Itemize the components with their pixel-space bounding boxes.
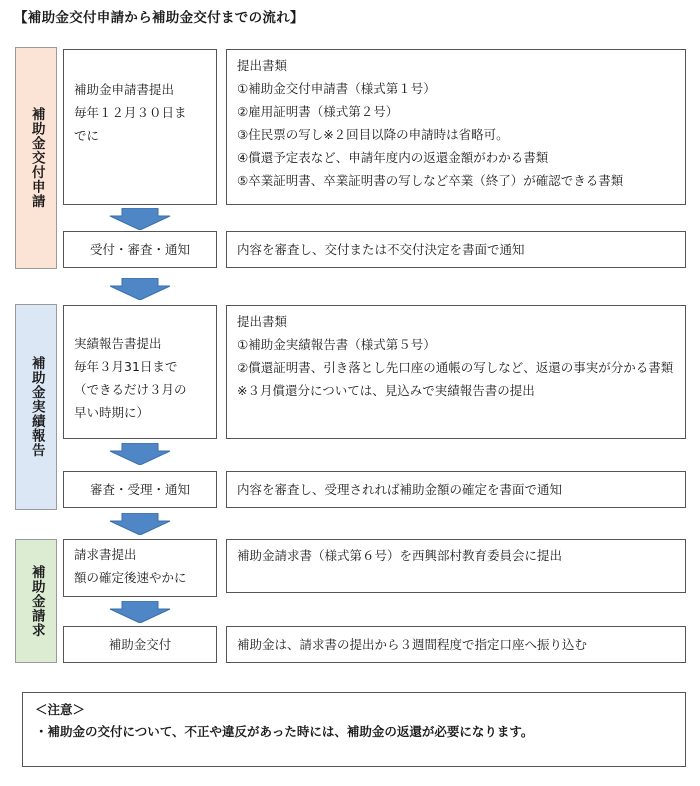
document-item: ⑤卒業証明書、卒業証明書の写しなど卒業（終了）が確認できる書類 bbox=[237, 173, 624, 188]
page-title: 【補助金交付申請から補助金交付までの流れ】 bbox=[14, 10, 304, 26]
report-documents-box bbox=[226, 305, 686, 439]
review-detail-box bbox=[226, 231, 686, 268]
stage-report bbox=[15, 304, 57, 510]
flow-arrow-icon bbox=[108, 513, 172, 535]
application-documents-box bbox=[226, 49, 686, 205]
notice-heading: ＜注意＞ bbox=[35, 702, 86, 717]
notice-text: ・補助金の交付について、不正や違反があった時には、補助金の返還が必要になります。 bbox=[35, 724, 534, 739]
payment-step-box bbox=[63, 626, 217, 663]
document-note: ※３月償還分については、見込みで実績報告書の提出 bbox=[237, 383, 535, 398]
claim-step-line: 額の確定後速やかに bbox=[74, 570, 187, 585]
documents-heading: 提出書類 bbox=[237, 314, 288, 329]
payment-detail-box bbox=[226, 626, 686, 663]
document-item: ①補助金実績報告書（様式第５号） bbox=[237, 337, 436, 352]
stage-application-label: 補助金交付申請 bbox=[28, 107, 45, 209]
review-detail-text: 内容を審査し、交付または不交付決定を書面で通知 bbox=[237, 242, 525, 257]
application-step-line: でに bbox=[74, 128, 100, 143]
payment-step-label: 補助金交付 bbox=[108, 637, 172, 652]
review-detail-box bbox=[226, 471, 686, 508]
review-step-label: 受付・審査・通知 bbox=[89, 242, 190, 257]
notice-box bbox=[22, 692, 686, 767]
claim-detail-text: 補助金請求書（様式第６号）を西興部村教育委員会に提出 bbox=[237, 548, 563, 563]
stage-claim bbox=[15, 539, 57, 663]
stage-claim-label: 補助金請求 bbox=[28, 564, 45, 638]
payment-detail-text: 補助金は、請求書の提出から３週間程度で指定口座へ振り込む bbox=[237, 637, 588, 652]
report-step-line: 実績報告書提出 bbox=[74, 336, 162, 351]
stage-application bbox=[15, 47, 57, 269]
document-item: ②雇用証明書（様式第２号） bbox=[237, 104, 399, 119]
review-step-box bbox=[63, 231, 217, 268]
document-item: ②償還証明書、引き落とし先口座の通帳の写しなど、返還の事実が分かる書類 bbox=[237, 360, 674, 375]
application-step-box bbox=[63, 49, 217, 205]
report-step-line: 毎年３月31日まで bbox=[74, 359, 178, 374]
document-item: ③住民票の写し※２回目以降の申請時は省略可。 bbox=[237, 127, 509, 142]
flow-arrow-icon bbox=[108, 443, 172, 465]
claim-step-line: 請求書提出 bbox=[74, 547, 137, 562]
documents-heading: 提出書類 bbox=[237, 58, 288, 73]
claim-detail-box bbox=[226, 539, 686, 593]
review-step-label: 審査・受理・通知 bbox=[89, 482, 190, 497]
report-step-box bbox=[63, 305, 217, 439]
review-detail-text: 内容を審査し、受理されれば補助金額の確定を書面で通知 bbox=[237, 482, 563, 497]
document-item: ④償還予定表など、申請年度内の返還金額がわかる書類 bbox=[237, 150, 549, 165]
stage-report-label: 補助金実績報告 bbox=[28, 356, 45, 458]
review-step-box bbox=[63, 471, 217, 508]
document-item: ①補助金交付申請書（様式第１号） bbox=[237, 81, 436, 96]
flow-arrow-icon bbox=[108, 601, 172, 623]
application-step-line: 補助金申請書提出 bbox=[74, 82, 175, 97]
report-step-line: （できるだけ３月の bbox=[74, 382, 187, 397]
claim-step-box bbox=[63, 539, 217, 597]
report-step-line: 早い時期に） bbox=[74, 405, 150, 420]
application-step-line: 毎年１２月３０日ま bbox=[74, 105, 187, 120]
flow-arrow-icon bbox=[108, 278, 172, 300]
flow-arrow-icon bbox=[108, 208, 172, 230]
